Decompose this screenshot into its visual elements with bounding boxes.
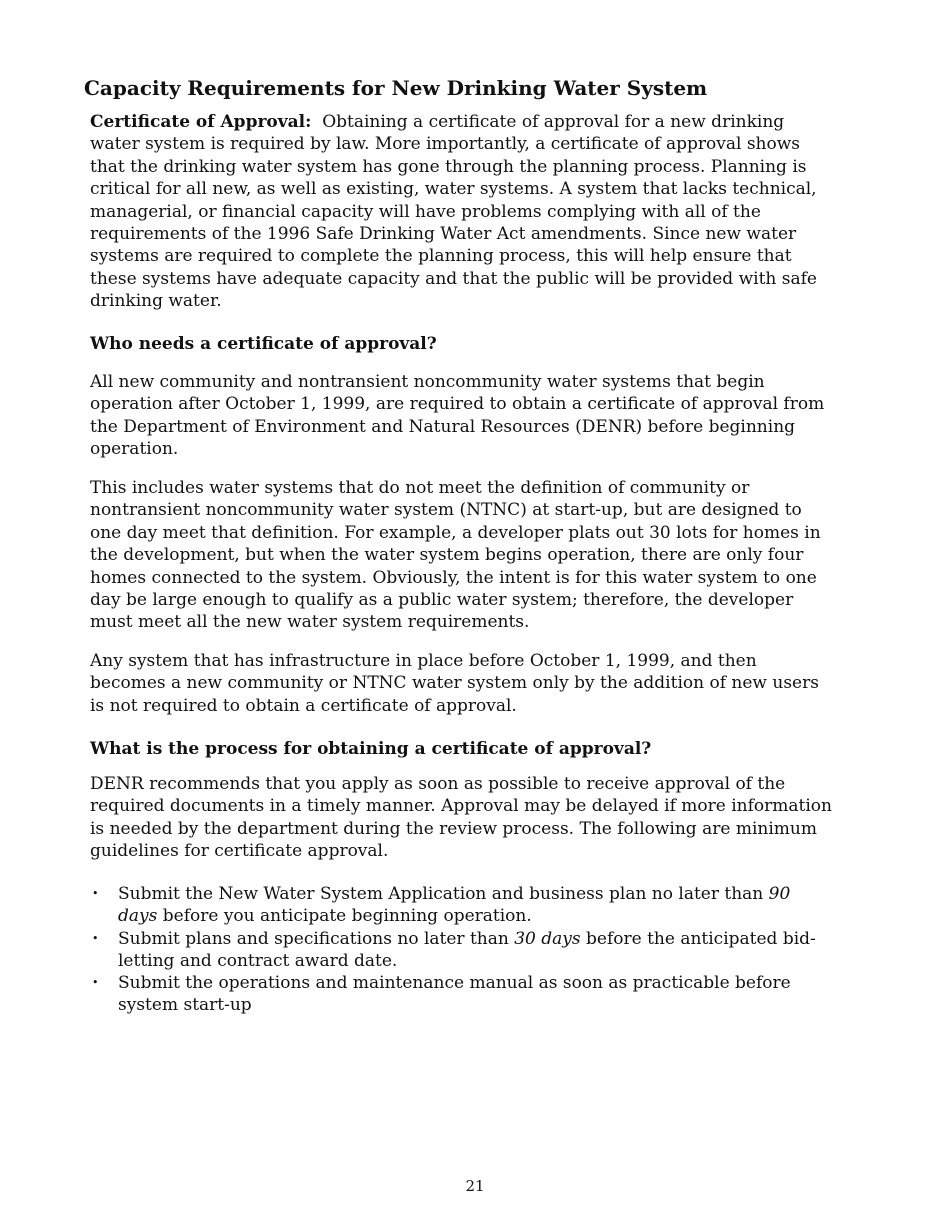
certificate-text: Obtaining a certificate of approval for a new drinking water system is required by law. More importantly, a certificate of approval shows that the drinking water system has gone through the planning process. Planning is critical for all new, as well as existing, water systems. A system that lacks technical, managerial, or financial capacity will have problems complying with all of the requirements of the 1996 Safe Drinking Water Act amendments. Since new water systems are required to complete the planning process, this will help ensure that these systems have adequate capacity and that the public will be provided with safe drinking water. xyxy=(90,112,817,312)
bullet-text-end: before you anticipate beginning operation. xyxy=(157,906,532,927)
bullet-text: Submit plans and specifications no later than xyxy=(118,928,515,949)
bullet-emphasis: 90 days xyxy=(118,884,791,927)
bullet-text: Submit the New Water System Application and business plan no later than xyxy=(118,884,769,904)
who-needs-paragraph-2 xyxy=(90,477,835,634)
bullet-icon: • xyxy=(92,931,99,945)
list-item xyxy=(90,883,835,928)
bullet-text-end: before the anticipated bid-letting and contract award date. xyxy=(118,928,816,971)
process-intro-text: DENR recommends that you apply as soon as possible to receive approval of the required documents in a timely manner. Approval may be delayed if more information is needed by the department during the review process. The following are minimum guidelines for certificate approval. xyxy=(90,774,832,862)
process-heading: What is the process for obtaining a certificate of approval? xyxy=(90,739,652,759)
bullet-text: Submit the operations and maintenance manual as soon as practicable before system start-up xyxy=(118,973,791,1016)
process-bullet-list xyxy=(90,883,835,1017)
list-item xyxy=(90,928,835,973)
who-needs-text-2: This includes water systems that do not meet the definition of community or nontransient noncommunity water system (NTNC) at start-up, but are designed to one day meet that definition. For example, a developer plats out 30 lots for homes in the development, but when the water system begins operation, there are only four homes connected to the system. Obviously, the intent is for this water system to one day be large enough to qualify as a public water system; therefore, the developer must meet all the new water system requirements. xyxy=(90,478,821,633)
who-needs-paragraph-3 xyxy=(90,650,835,717)
page-title: Capacity Requirements for New Drinking Water System xyxy=(84,76,708,100)
page-number: 21 xyxy=(465,1177,485,1195)
process-intro-paragraph xyxy=(90,773,835,863)
certificate-label: Certificate of Approval: xyxy=(90,112,312,132)
who-needs-paragraph-1 xyxy=(90,371,835,461)
bullet-icon: • xyxy=(92,976,99,990)
certificate-paragraph xyxy=(90,111,835,313)
who-needs-text-1: All new community and nontransient noncommunity water systems that begin operation after October 1, 1999, are required to obtain a certificate of approval from the Department of Environment and Natural Resources (DENR) before beginning operation. xyxy=(90,372,825,460)
who-needs-heading: Who needs a certificate of approval? xyxy=(90,334,437,354)
bullet-icon: • xyxy=(92,887,99,900)
bullet-emphasis: 30 days xyxy=(514,928,581,949)
who-needs-text-3: Any system that has infrastructure in place before October 1, 1999, and then becomes a new community or NTNC water system only by the addition of new users is not required to obtain a certificate of approval. xyxy=(90,651,819,716)
list-item xyxy=(90,972,835,1017)
